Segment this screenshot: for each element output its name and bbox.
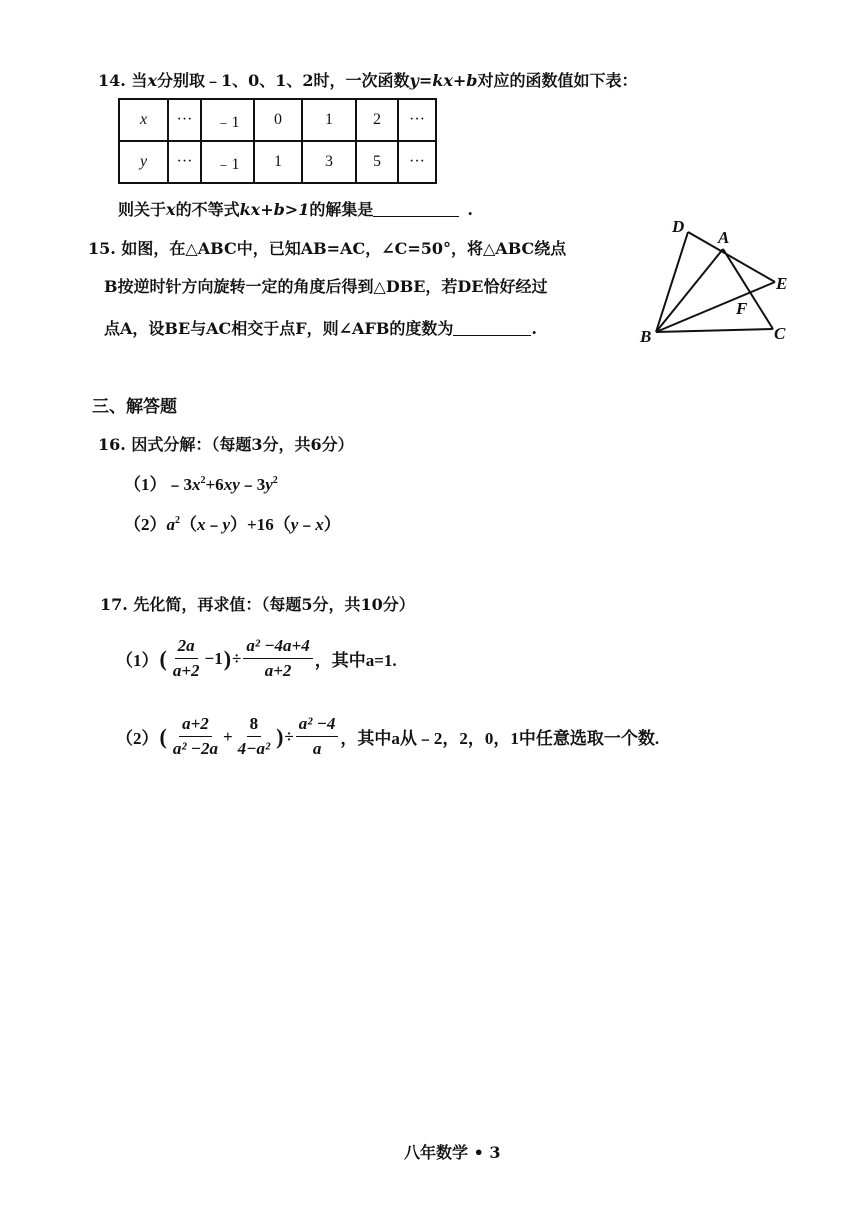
table-cell: ﹣1 xyxy=(201,99,254,141)
label-d: D xyxy=(672,217,685,236)
q14-value-table xyxy=(118,98,437,184)
plus-sign: + xyxy=(222,726,233,746)
table-cell: x xyxy=(119,99,168,141)
section-title: 三、解答题 xyxy=(92,397,177,417)
fraction-numerator: 8 xyxy=(247,714,262,737)
q15-line3 xyxy=(104,316,537,339)
q14-ask-var: x xyxy=(166,200,176,219)
fraction xyxy=(170,636,203,681)
q14-var-x: x xyxy=(147,71,157,90)
q14-stem-text-a: 当 xyxy=(131,71,148,90)
table-cell: ··· xyxy=(398,141,436,183)
q15-number: 15. xyxy=(88,239,116,258)
q17-part2: （2） ( $\frac{a+2}{\text{a² −2a}}$ + $\frac{8}{\text{4−a²}}$ ) ÷ $\frac{\text{a² −4}}{a}$ ，其中a从﹣2，2，0，1中任意选取一个数. xyxy=(116,714,660,758)
table-row-x xyxy=(119,99,436,141)
q17-title: 17. 先化简，再求值：（每题5分，共10分） xyxy=(100,595,415,614)
label-a: A xyxy=(718,228,730,247)
fraction-denominator: a xyxy=(312,739,322,758)
table-row-y xyxy=(119,141,436,183)
label-f: F xyxy=(736,299,748,318)
fraction xyxy=(170,714,221,759)
page-footer: 八年数学 • 3 xyxy=(404,1143,501,1162)
q17-part1: （1） ( $\frac{2a}{a+2}$ −1 ) ÷ $\frac{\text{a² −4a+4}}{a+2}$ ，其中a=1. xyxy=(116,636,397,680)
q17-part2-condition: ，其中a从﹣2，2，0，1中任意选取一个数. xyxy=(340,729,660,748)
answer-blank[interactable] xyxy=(453,321,531,336)
segment-bc xyxy=(656,329,773,332)
q16-part1-label: （1） xyxy=(124,475,167,494)
q16-part1: $(1)﹣3x^2+6xy﹣3y^2$ xyxy=(124,475,278,494)
divide-sign: ÷ xyxy=(284,726,294,746)
table-cell: ··· xyxy=(168,141,201,183)
q16-part2-label: （2） xyxy=(124,515,167,534)
fraction-denominator: a+2 xyxy=(172,661,200,680)
segment-be xyxy=(656,282,775,332)
table-cell: 1 xyxy=(302,99,356,141)
fraction-denominator: a² −2a xyxy=(172,739,218,758)
q17-part1-condition: ，其中a=1. xyxy=(314,651,397,670)
fraction xyxy=(235,714,273,759)
table-cell: 0 xyxy=(254,99,302,141)
fraction xyxy=(243,636,312,681)
segment-de xyxy=(688,232,775,282)
q14-end-mark: . xyxy=(467,200,473,219)
table-cell: ﹣1 xyxy=(201,141,254,183)
q14-number: 14. xyxy=(98,71,126,90)
q14-ask-text-c: 的解集是 xyxy=(309,200,374,219)
q15-line1-text: 如图，在△ABC中，已知AB=AC，∠C=50°，将△ABC绕点 xyxy=(121,239,567,258)
fraction-numerator: a² −4 xyxy=(296,714,339,737)
q16-title: 16. 因式分解：（每题3分，共6分） xyxy=(98,435,354,454)
table-cell: 2 xyxy=(356,99,398,141)
q17-part2-label: （2） xyxy=(116,729,159,748)
minus-one: −1 xyxy=(204,648,223,668)
table-cell: ··· xyxy=(168,99,201,141)
divide-sign: ÷ xyxy=(232,648,242,668)
segment-ac xyxy=(723,249,773,329)
table-cell: y xyxy=(119,141,168,183)
fraction-numerator: a+2 xyxy=(179,714,212,737)
q14-stem xyxy=(98,68,637,91)
table-cell: 5 xyxy=(356,141,398,183)
answer-blank[interactable] xyxy=(373,202,459,217)
q15-line2: B按逆时针方向旋转一定的角度后得到△DBE，若DE恰好经过 xyxy=(104,277,548,296)
segment-ba xyxy=(656,249,723,332)
q15-triangle-figure xyxy=(630,212,800,352)
q14-stem-text-c: 对应的函数值如下表： xyxy=(477,71,638,90)
q17-part1-label: （1） xyxy=(116,651,159,670)
fraction-denominator: 4−a² xyxy=(237,739,271,758)
q14-inequality: kx+b>1 xyxy=(239,200,310,219)
table-cell: ··· xyxy=(398,99,436,141)
table-cell: 3 xyxy=(302,141,356,183)
q16-part2: $(2)a^2(x﹣y)+16(y﹣x)$ xyxy=(124,515,341,534)
label-b: B xyxy=(640,327,652,346)
q15-line1 xyxy=(88,236,566,259)
figure-lines xyxy=(656,232,775,332)
q15-line3-text: 点A，设BE与AC相交于点F，则∠AFB的度数为 xyxy=(104,319,454,338)
q15-end-mark: . xyxy=(531,319,537,338)
fraction-denominator: a+2 xyxy=(264,661,292,680)
q14-ask-text-b: 的不等式 xyxy=(175,200,240,219)
label-e: E xyxy=(776,274,788,293)
fraction-numerator: a² −4a+4 xyxy=(243,636,312,659)
label-c: C xyxy=(774,324,786,343)
q14-function: y=kx+b xyxy=(409,71,478,90)
fraction-numerator: 2a xyxy=(175,636,198,659)
q14-question xyxy=(118,197,473,220)
fraction xyxy=(296,714,339,759)
table-cell: 1 xyxy=(254,141,302,183)
segment-bd xyxy=(656,232,688,332)
q14-stem-text-b: 分别取﹣1、0、1、2时，一次函数 xyxy=(156,71,410,90)
q14-ask-text-a: 则关于 xyxy=(118,200,167,219)
